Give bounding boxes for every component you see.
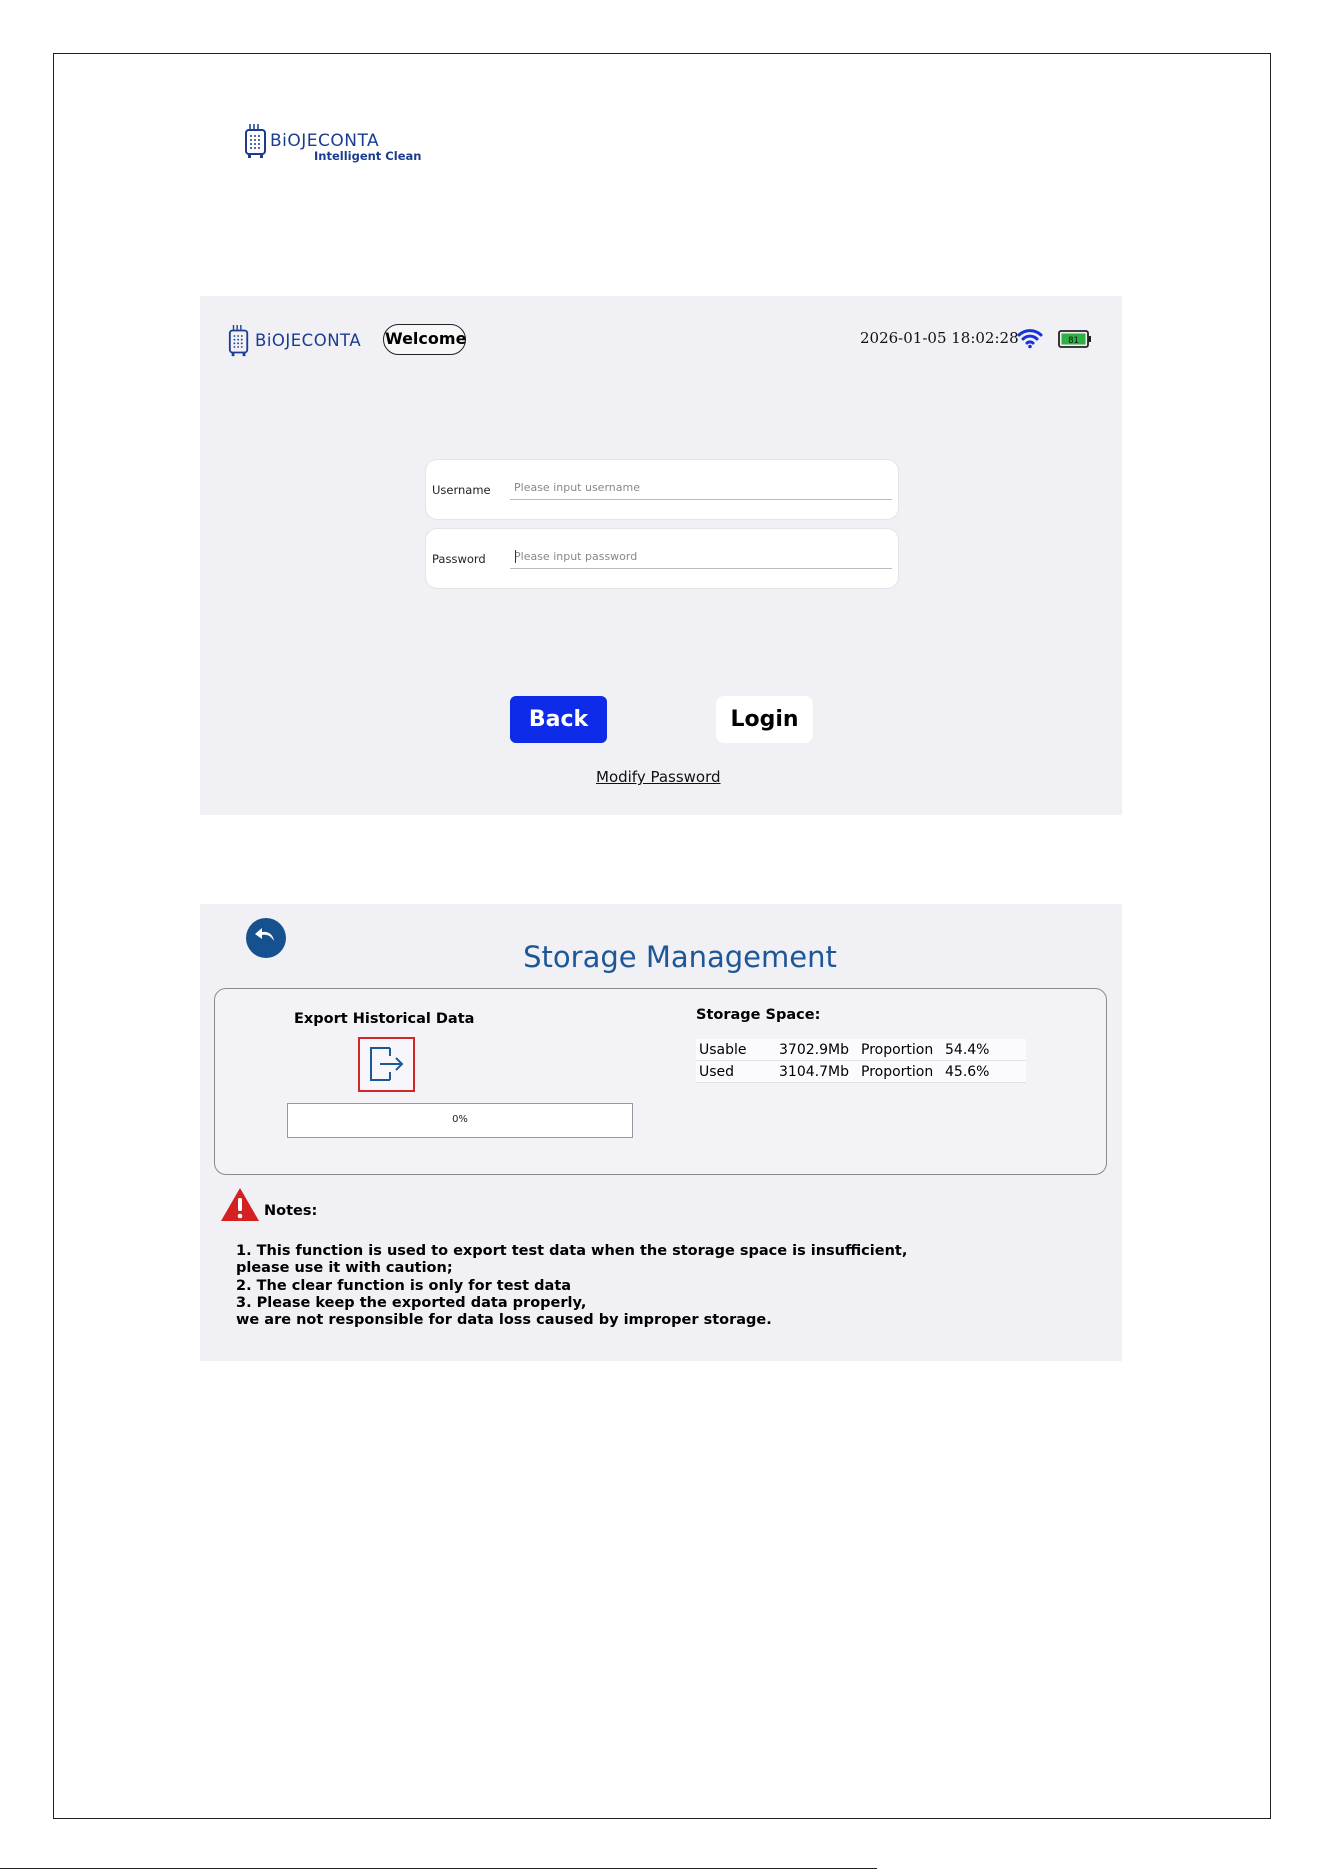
modify-password-link[interactable]: Modify Password xyxy=(596,768,721,786)
footer-rule xyxy=(0,1868,877,1869)
storage-table xyxy=(696,1039,1026,1083)
brand-logo xyxy=(244,120,424,165)
row-proportion-label: Proportion xyxy=(858,1061,942,1083)
battery-icon xyxy=(1058,330,1092,352)
password-label: Password xyxy=(432,552,486,566)
username-input[interactable] xyxy=(510,475,892,500)
device-logo-icon xyxy=(228,323,250,360)
note-line: 1. This function is used to export test data when the storage space is insufficient, xyxy=(236,1243,908,1259)
password-input[interactable] xyxy=(510,544,892,569)
login-screen xyxy=(200,296,1122,815)
login-button[interactable]: Login xyxy=(716,696,813,743)
row-proportion: 45.6% xyxy=(942,1061,1026,1083)
note-line: 3. Please keep the exported data properly, xyxy=(236,1294,587,1311)
page-title: Storage Management xyxy=(523,940,837,974)
notes-title: Notes: xyxy=(264,1203,318,1219)
note-line: we are not responsible for data loss caused by improper storage. xyxy=(236,1312,772,1329)
device-logo-icon xyxy=(244,123,268,161)
row-name: Used xyxy=(696,1061,776,1083)
row-proportion: 54.4% xyxy=(942,1039,1026,1061)
storage-panel xyxy=(214,988,1107,1175)
storage-space-label: Storage Space: xyxy=(696,1007,821,1023)
export-label: Export Historical Data xyxy=(294,1011,475,1027)
text-caret xyxy=(515,550,516,563)
welcome-badge: Welcome xyxy=(383,324,466,355)
row-proportion-label: Proportion xyxy=(858,1039,942,1061)
row-size: 3104.7Mb xyxy=(776,1061,858,1083)
username-label: Username xyxy=(432,483,491,497)
brand-tagline: Intelligent Clean xyxy=(314,149,422,163)
battery-level: 81 xyxy=(1068,335,1079,346)
table-row xyxy=(696,1061,1026,1083)
warning-icon xyxy=(219,1186,261,1223)
password-row xyxy=(425,528,899,589)
back-button[interactable]: Back xyxy=(510,696,607,743)
note-line: please use it with caution; xyxy=(236,1260,453,1277)
export-icon xyxy=(360,1039,412,1089)
brand-name: BiOJECONTA xyxy=(270,131,380,151)
notes-list xyxy=(236,1243,907,1329)
storage-screen xyxy=(200,904,1122,1361)
login-brand-name: BiOJECONTA xyxy=(255,331,362,350)
wifi-icon xyxy=(1017,327,1043,349)
login-brand-logo xyxy=(228,320,388,360)
export-progress-bar xyxy=(287,1103,633,1138)
export-button[interactable] xyxy=(358,1037,415,1092)
table-row xyxy=(696,1039,1026,1061)
status-datetime: 2026-01-05 18:02:28 xyxy=(860,329,1019,347)
note-line: 2. The clear function is only for test data xyxy=(236,1277,572,1294)
row-name: Usable xyxy=(696,1039,776,1061)
row-size: 3702.9Mb xyxy=(776,1039,858,1061)
username-row xyxy=(425,459,899,520)
progress-text: 0% xyxy=(452,1114,468,1125)
